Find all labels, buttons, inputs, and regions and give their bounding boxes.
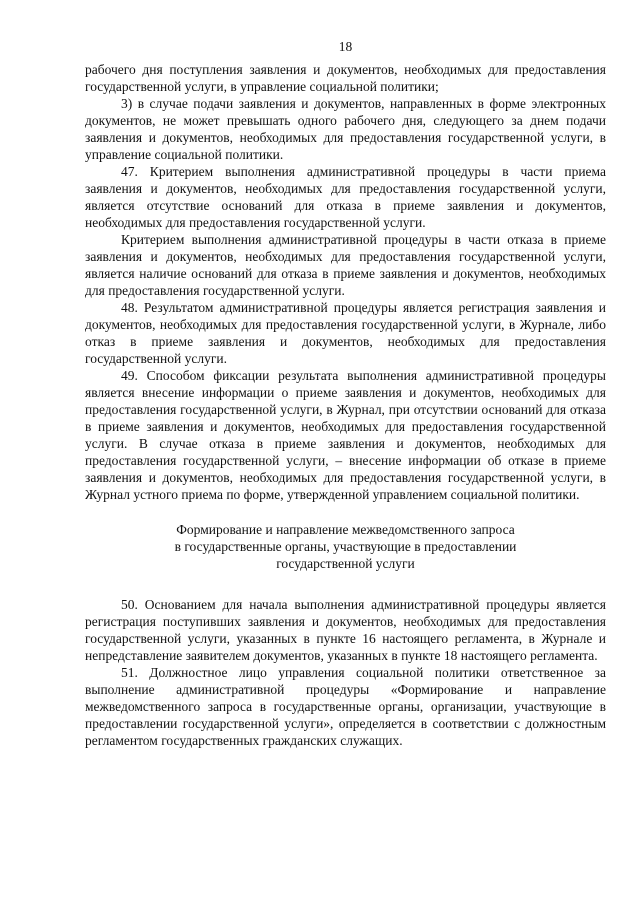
paragraph-51: 51. Должностное лицо управления социальной политики ответственное за выполнение административной процедуры «Формирование и направление межведомственного запроса в государственные органы, организации, участвующие в предоставлении государственной услуги», определяется в соответствии с должностным регламентом государственных гражданских служащих.: [85, 665, 606, 748]
paragraph-48: 48. Результатом административной процедуры является регистрация заявления и документов, необходимых для предоставления государственной услуги, в Журнале, либо отказ в приеме заявления и документов, необходимых для предоставления государственной услуги.: [85, 300, 606, 366]
paragraph-49: 49. Способом фиксации результата выполнения административной процедуры является внесение информации о приеме заявления и документов, необходимых для предоставления государственной услуги, в Журнал, при отсутствии оснований для отказа в приеме заявления и документов, необходимых для предоставления государственной услуги. В случае отказа в приеме заявления и документов, необходимых для предоставления государственной услуги, – внесение информации об отказе в приеме заявления и документов, необходимых для предоставления государственной услуги, в Журнал устного приема по форме, утвержденной управлением социальной политики.: [85, 368, 606, 502]
page-number: 18: [338, 39, 353, 54]
section-heading-line-1: Формирование и направление межведомственного запроса: [176, 522, 515, 537]
paragraph-47: 47. Критерием выполнения административной процедуры в части приема заявления и документов, необходимых для предоставления государственной услуги, является отсутствие оснований для отказа в приеме заявления и документов, необходимых для предоставления государственной услуги.: [85, 164, 606, 230]
section-heading: [85, 521, 606, 572]
paragraph-50: 50. Основанием для начала выполнения административной процедуры является регистрация поступивших заявления и документов, необходимых для предоставления государственной услуги, указанных в пункте 16 настоящего регламента, в Журнале и непредставление заявителем документов, указанных в пункте 18 настоящего регламента.: [85, 597, 606, 663]
paragraph-item-3: 3) в случае подачи заявления и документов, направленных в форме электронных документов, не может превышать одного рабочего дня, следующего за днем подачи заявления и документов, необходимых для предоставления государственной услуги, в управление социальной политики.: [85, 96, 606, 162]
section-heading-line-3: государственной услуги: [276, 556, 415, 571]
paragraph-continuation: рабочего дня поступления заявления и документов, необходимых для предоставления государственной услуги, в управление социальной политики;: [85, 62, 606, 94]
section-heading-line-2: в государственные органы, участвующие в предоставлении: [174, 539, 517, 554]
paragraph-47-refusal-criterion: Критерием выполнения административной процедуры в части отказа в приеме заявления и документов, необходимых для предоставления государственной услуги, является наличие оснований для отказа в приеме заявления и документов, необходимых для предоставления государственной услуги.: [85, 232, 606, 298]
